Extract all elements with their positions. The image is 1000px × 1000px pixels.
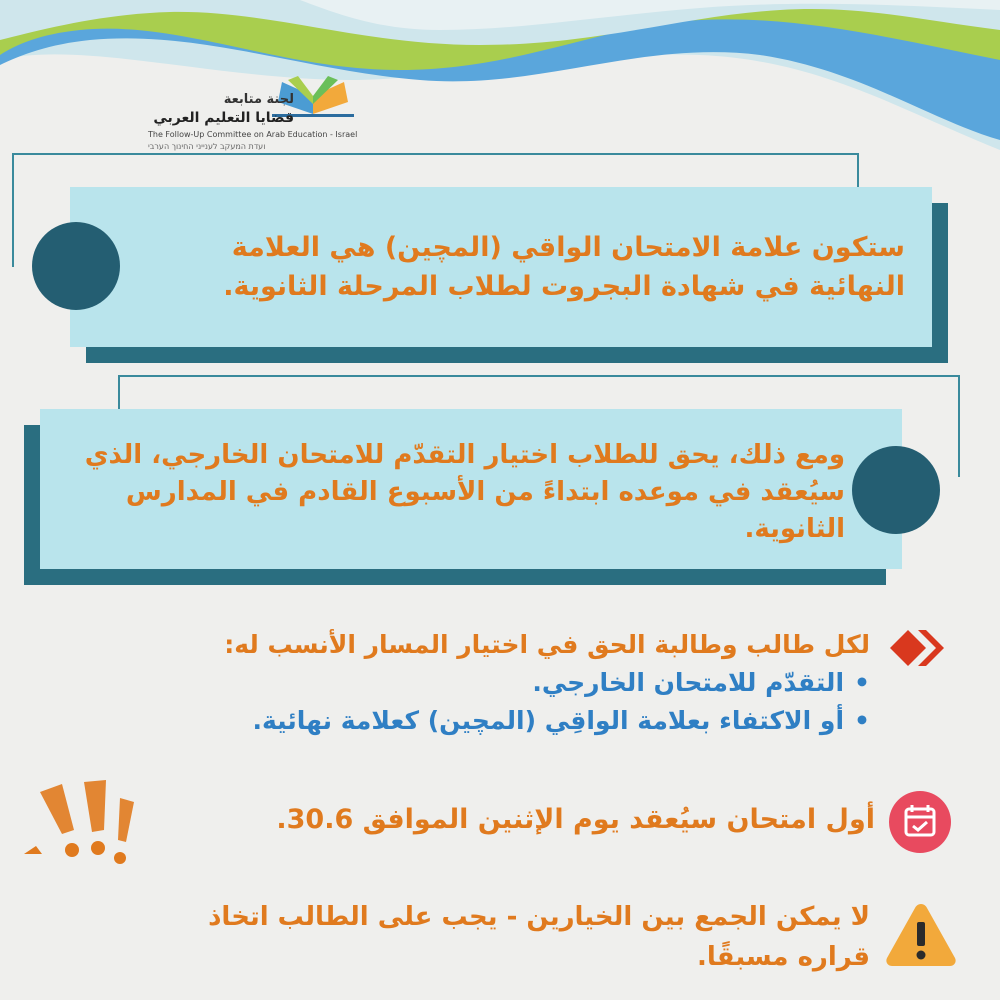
warning-text <box>100 897 870 977</box>
choice-bullet <box>60 702 870 740</box>
logo-hebrew: ועדת המעקב לענייני החינוך הערבי <box>148 142 266 151</box>
logo-arabic-line2: قضايا التعليم العربي <box>153 110 294 126</box>
bullet-dot-icon: • <box>854 668 870 697</box>
card1-text <box>150 228 905 306</box>
card2-text <box>50 437 845 548</box>
choice-bullet-text: أو الاكتفاء بعلامة الواقِي (المچين) كعلامة نهائية. <box>252 706 845 735</box>
warning-triangle-icon <box>883 900 959 970</box>
committee-logo <box>140 70 380 160</box>
warning-line1: لا يمكن الجمع بين الخيارين - يجب على الطالب اتخاذ <box>208 902 870 932</box>
logo-arabic-line1: لجنة متابعة <box>223 92 294 107</box>
choice-section <box>60 626 870 740</box>
card2-line3: الثانوية. <box>744 514 845 544</box>
calendar-check-icon <box>888 790 952 854</box>
warning-line2: قراره مسبقًا. <box>697 942 870 972</box>
choice-heading: لكل طالب وطالبة الحق في اختيار المسار الأنسب له: <box>224 630 870 659</box>
card2-line2: سيُعقد في موعده ابتداءً من الأسبوع القادم في المدارس <box>125 477 845 507</box>
logo-english: The Follow-Up Committee on Arab Education - Israel <box>148 130 358 139</box>
choice-bullet-text: التقدّم للامتحان الخارجي. <box>532 668 845 697</box>
card1-line2: النهائية في شهادة البجروت لطلاب المرحلة الثانوية. <box>223 271 905 302</box>
card1-line1: ستكون علامة الامتحان الواقي (المچين) هي العلامة <box>231 232 905 263</box>
card1-circle <box>32 222 120 310</box>
card2-circle <box>852 446 940 534</box>
first-exam-text: أول امتحان سيُعقد يوم الإثنين الموافق 30.6. <box>276 804 875 835</box>
double-diamond-icon <box>888 628 950 668</box>
choice-bullet <box>60 664 870 702</box>
bullet-dot-icon: • <box>854 706 870 735</box>
card2-line1: ومع ذلك، يحق للطلاب اختيار التقدّم للامتحان الخارجي، الذي <box>84 440 845 470</box>
